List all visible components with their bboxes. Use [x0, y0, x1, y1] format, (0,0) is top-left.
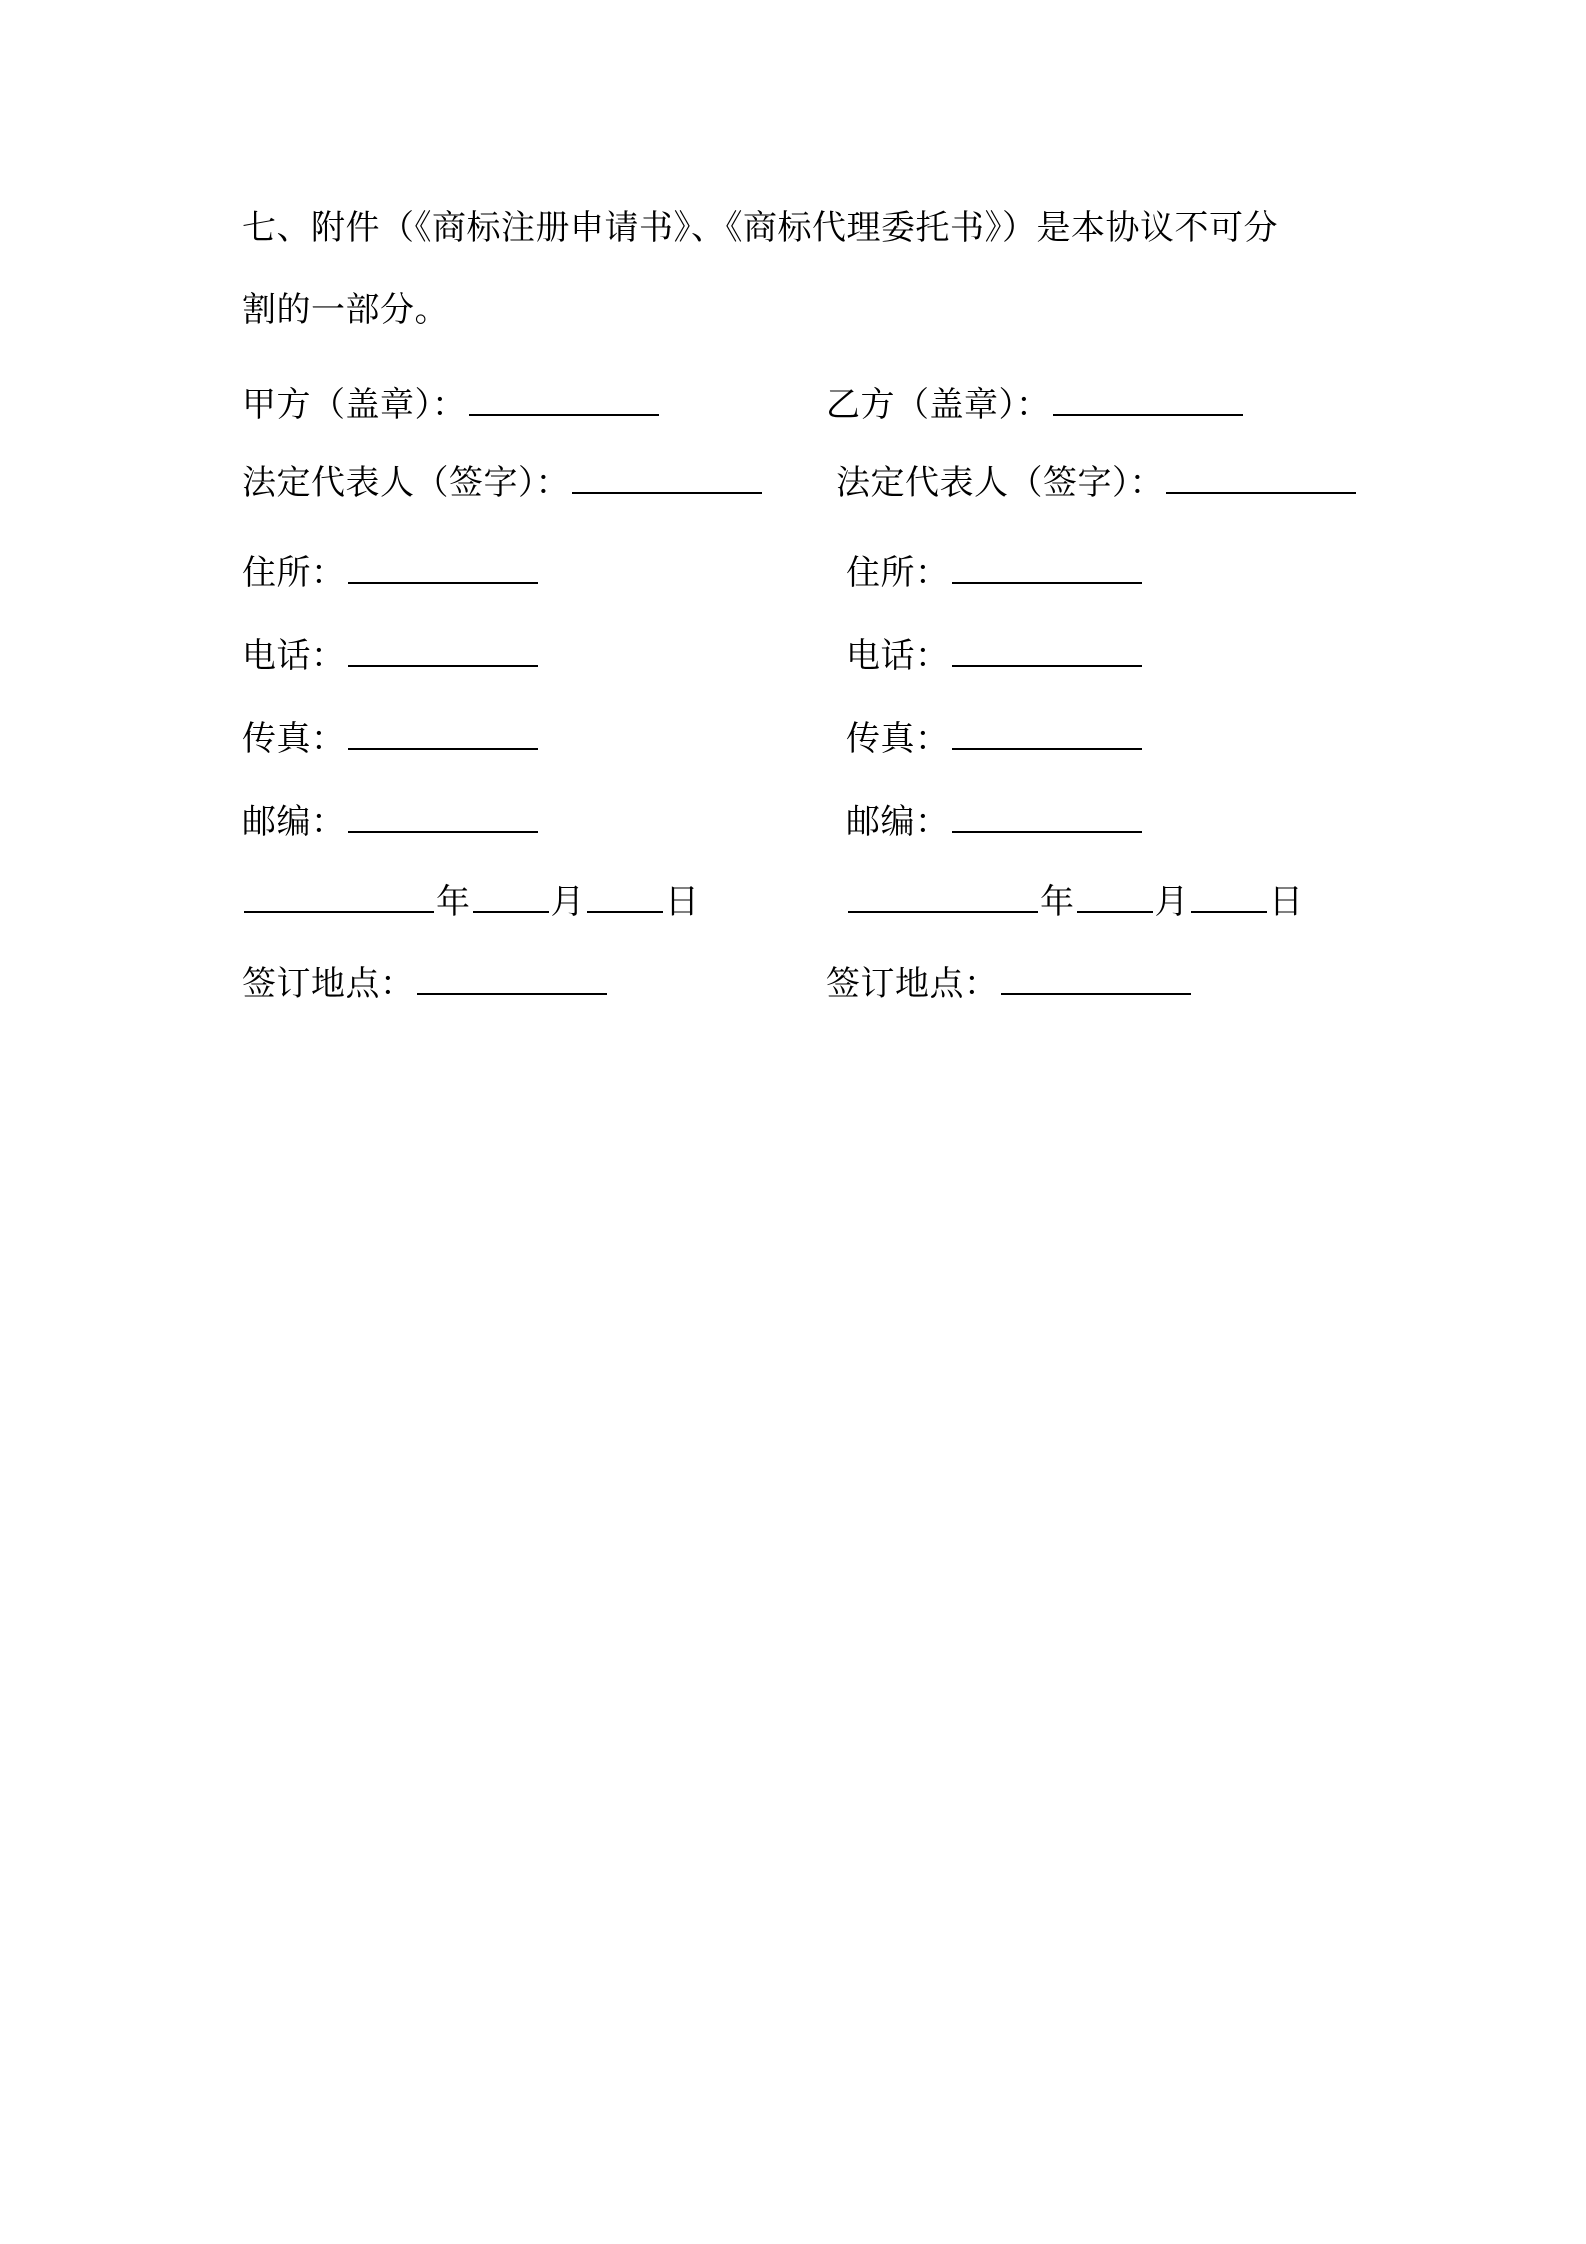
party-b-fax-label: 传真：	[846, 719, 950, 759]
party-a-address-label: 住所：	[242, 553, 346, 593]
party-a-fax-row	[242, 718, 540, 759]
party-b-phone-label: 电话：	[846, 636, 950, 676]
party-a-day-blank	[587, 881, 663, 913]
party-a-day-label: 日	[665, 882, 700, 922]
party-b-seal-row	[826, 384, 1245, 425]
party-b-fax-blank	[952, 718, 1142, 750]
party-a-year-label: 年	[436, 882, 471, 922]
party-b-rep-label: 法定代表人（签字）：	[836, 463, 1164, 503]
party-b-month-label: 月	[1154, 882, 1189, 922]
party-a-rep-row	[242, 462, 764, 503]
party-b-day-label: 日	[1269, 882, 1304, 922]
party-a-seal-blank	[469, 384, 659, 416]
clause-seven-line2: 割的一部分。	[242, 290, 449, 330]
party-a-fax-label: 传真：	[242, 719, 346, 759]
party-a-rep-label: 法定代表人（签字）：	[242, 463, 570, 503]
party-b-postcode-row	[846, 801, 1144, 842]
clause-seven-line1: 七、附件（《商标注册申请书》、《商标代理委托书》）是本协议不可分	[242, 208, 1278, 248]
party-b-year-label: 年	[1040, 882, 1075, 922]
party-a-phone-row	[242, 635, 540, 676]
party-a-month-label: 月	[550, 882, 585, 922]
party-b-address-label: 住所：	[846, 553, 950, 593]
party-b-rep-row	[836, 462, 1358, 503]
party-b-seal-blank	[1053, 384, 1243, 416]
party-a-place-label: 签订地点：	[242, 964, 415, 1004]
party-a-address-row	[242, 552, 540, 593]
party-b-month-blank	[1077, 881, 1153, 913]
party-b-date-row	[846, 881, 1304, 922]
party-b-postcode-label: 邮编：	[846, 802, 950, 842]
party-a-seal-row	[242, 384, 661, 425]
party-a-phone-blank	[348, 635, 538, 667]
party-b-phone-blank	[952, 635, 1142, 667]
party-a-rep-blank	[572, 462, 762, 494]
party-b-year-blank	[848, 881, 1038, 913]
party-a-seal-label: 甲方（盖章）：	[242, 385, 467, 425]
party-a-postcode-blank	[348, 801, 538, 833]
party-b-place-row	[826, 963, 1193, 1004]
party-b-place-label: 签订地点：	[826, 964, 999, 1004]
party-a-place-row	[242, 963, 609, 1004]
party-b-fax-row	[846, 718, 1144, 759]
party-a-postcode-row	[242, 801, 540, 842]
party-b-address-blank	[952, 552, 1142, 584]
party-b-phone-row	[846, 635, 1144, 676]
party-a-month-blank	[473, 881, 549, 913]
party-b-place-blank	[1001, 963, 1191, 995]
party-b-day-blank	[1191, 881, 1267, 913]
party-a-postcode-label: 邮编：	[242, 802, 346, 842]
party-a-date-row	[242, 881, 700, 922]
party-a-phone-label: 电话：	[242, 636, 346, 676]
party-b-postcode-blank	[952, 801, 1142, 833]
party-b-rep-blank	[1166, 462, 1356, 494]
party-b-seal-label: 乙方（盖章）：	[826, 385, 1051, 425]
party-a-address-blank	[348, 552, 538, 584]
party-a-year-blank	[244, 881, 434, 913]
party-a-fax-blank	[348, 718, 538, 750]
party-b-address-row	[846, 552, 1144, 593]
party-a-place-blank	[417, 963, 607, 995]
